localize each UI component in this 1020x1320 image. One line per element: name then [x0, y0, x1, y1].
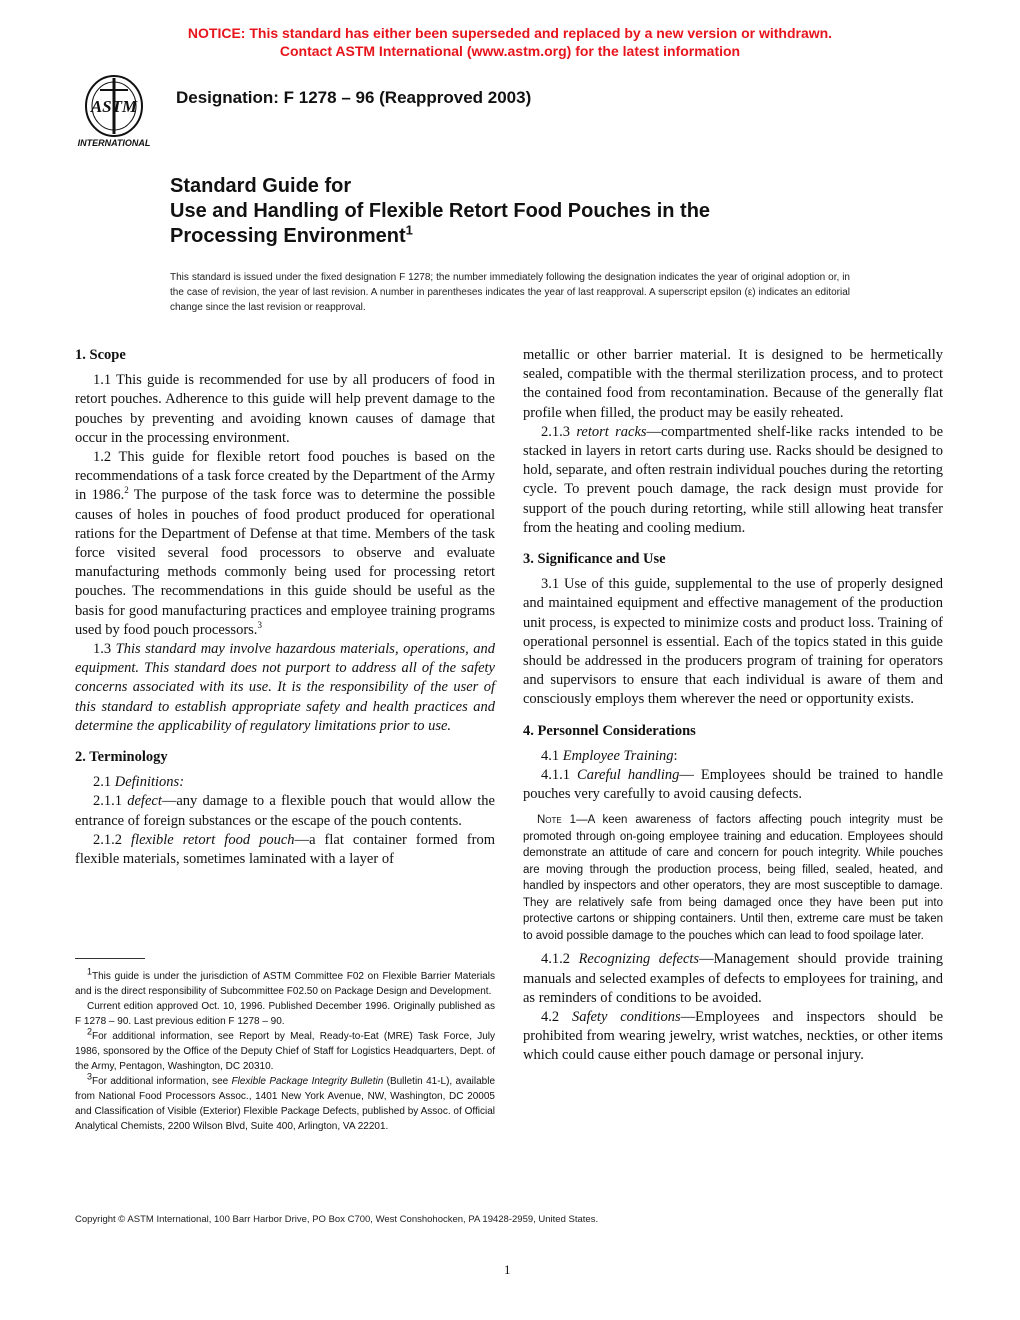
footnote-divider — [75, 958, 145, 959]
section-heading-terminology: 2. Terminology — [75, 749, 168, 766]
section-heading-personnel: 4. Personnel Considerations — [523, 722, 696, 739]
paragraph-4-1-text: Employee Training — [562, 747, 674, 764]
paragraph-2-1-1-num: 2.1.1 — [93, 793, 128, 810]
footnote-3-text-b: (Bulletin 41-L), available from National Food Processors Assoc., 1401 New York Avenue, NW, Washington, DC 20005 and Classification of Visible (Exterior) Flexible Package Defects, published by Assoc. of Official Analytical Chemists, 2200 Wilson Blvd, Suite 400, Arlington, VA 22201. — [75, 1076, 496, 1132]
right-column — [523, 346, 943, 1066]
definition-flexible-pouch-part2: metallic or other barrier material. It is designed to be hermetically sealed, compatible with the thermal sterilization process, and to protect the contained food from recontamination. Because of the generally flat profile when filled, the product may be easily reheated. — [523, 347, 943, 421]
term-defect: defect — [127, 793, 162, 810]
footnote-2-mark: 2 — [87, 1026, 93, 1037]
footnote-ref-2: 2 — [124, 485, 129, 496]
text-safety-conditions: —Employees and inspectors should be prohibited from wearing jewelry, wrist watches, neckties, or other items which could cause either pouch damage or personal injury. — [523, 1009, 944, 1064]
text-recognizing-defects: —Management should provide training manuals and selected examples of defects to employees for training, and as reminders of conditions to be avoided. — [523, 951, 943, 1006]
term-retort-racks: retort racks — [576, 423, 647, 440]
text-careful-handling: — Employees should be trained to handle pouches very carefully to avoid causing defects. — [523, 767, 944, 803]
paragraph-2-1 — [75, 773, 495, 792]
supersede-notice — [0, 24, 1020, 60]
definition-retort-racks: —compartmented shelf-like racks intended to be stacked in layers in retort carts during use. Racks should be designed to hold, separate, and often restrain individual pouches during the retorting cycle. To prevent pouch damage, the rack design must provide for support of the pouch during retorting, while still allowing heat transfer from the heating and cooling medium. — [523, 423, 944, 536]
footnote-1-text: This guide is under the jurisdiction of ASTM Committee F02 on Flexible Barrier Materials and is the direct responsibility of Subcommittee F02.50 on Package Design and Development. — [75, 971, 495, 997]
note-1 — [523, 812, 943, 944]
designation: Designation: F 1278 – 96 (Reapproved 2003) — [176, 88, 532, 107]
footnote-1-edition: Current edition approved Oct. 10, 1996. Published December 1996. Originally published as F 1278 – 90. Last previous edition F 1278 – 90. — [75, 1001, 495, 1027]
copyright-line: Copyright © ASTM International, 100 Barr Harbor Drive, PO Box C700, West Conshohocken, PA 19428-2959, United States. — [75, 1214, 599, 1225]
paragraph-1-3-num: 1.3 — [93, 641, 116, 658]
paragraph-2-1-num: 2.1 — [93, 774, 115, 791]
definition-flexible-pouch-part1: —a flat container formed from flexible materials, sometimes laminated with a layer of — [75, 831, 495, 868]
footnote-3 — [75, 1071, 496, 1134]
notice-line-2: Contact ASTM International (www.astm.org) for the latest information — [279, 43, 741, 59]
paragraph-2-1-2-num: 2.1.2 — [93, 831, 132, 848]
paragraph-4-2-num: 4.2 — [541, 1009, 572, 1026]
paragraph-4-1-2 — [523, 950, 943, 1008]
paragraph-4-1-1-num: 4.1.1 — [541, 767, 578, 784]
footnote-3-title: Flexible Package Integrity Bulletin — [231, 1076, 384, 1087]
astm-logo — [64, 72, 164, 150]
paragraph-1-2-b: The purpose of the task force was to determine the possible causes of holes in pouches of food product produced for operational rations for the Department of Defense at that time. Members of the task force visited several food processors to observe and evaluate manufacturing methods commonly being used for processing retort pouches. The recommendations in this guide should be useful as the basis for good manufacturing practices and employee training programs used by food pouch processors. — [75, 487, 496, 638]
paragraph-1-1: 1.1 This guide is recommended for use by all producers of food in retort pouches. Adherence to this guide will help prevent damage to the pouches by preventing and avoiding known causes of damage that occur in the processing environment. — [75, 372, 495, 446]
footnote-1 — [75, 966, 495, 999]
term-careful-handling: Careful handling — [577, 767, 680, 784]
logo-subtext: INTERNATIONAL — [77, 138, 151, 148]
paragraph-4-1-1 — [523, 766, 943, 804]
logo-letters: ASTM — [90, 97, 138, 116]
paragraph-1-3-text: This standard may involve hazardous materials, operations, and equipment. This standard does not purport to address all of the safety concerns associated with its use. It is the responsibility of the user of this standard to establish appropriate safety and health practices and determine the applicability of regulatory limitations prior to use. — [75, 641, 496, 734]
term-recognizing-defects: Recognizing defects — [578, 951, 700, 968]
paragraph-2-1-2 — [75, 831, 495, 869]
paragraph-4-1-colon: : — [673, 747, 678, 764]
title-line-1: Standard Guide for — [170, 175, 352, 197]
page-number: 1 — [504, 1262, 511, 1277]
paragraph-2-1-3-num: 2.1.3 — [541, 423, 577, 440]
paragraph-2-1-text: Definitions: — [114, 774, 185, 791]
astm-logo-icon — [64, 72, 164, 150]
title-line-3 — [170, 224, 870, 249]
term-flexible-retort-food-pouch: flexible retort food pouch — [131, 831, 295, 848]
paragraph-2-1-1 — [75, 792, 495, 830]
paragraph-4-1-num: 4.1 — [541, 747, 563, 764]
left-column — [75, 346, 495, 869]
section-heading-scope: 1. Scope — [75, 347, 126, 363]
title-line-2: Use and Handling of Flexible Retort Food Pouches in the — [170, 200, 711, 222]
footnote-1-mark: 1 — [87, 966, 93, 977]
paragraph-4-1 — [523, 747, 943, 766]
note-1-text: —A keen awareness of factors affecting pouch integrity must be promoted through on-going employee training and education. Employees should demonstrate an attitude of care and concern for pouch integrity. While pouches are moving through the production process, being filled, sealed, heated, and handled by inspectors and other operators, they are most susceptible to damage. They are relatively safe from being damaged once they have been put into protective cartons or shipping containers. Until then, extreme care must be taken to avoid possible damage to the pouches which can lead to food spoilage later. — [523, 814, 943, 942]
note-1-label: Note 1 — [537, 814, 577, 827]
footnote-2 — [75, 1026, 495, 1074]
definition-defect: —any damage to a flexible pouch that would allow the entrance of foreign substances or the escape of the pouch contents. — [75, 793, 495, 829]
paragraph-1-3 — [75, 640, 495, 736]
footnote-3-text-a: For additional information, see — [92, 1076, 232, 1087]
title-line-3-text: Processing Environment — [170, 225, 406, 247]
paragraph-4-2 — [523, 1008, 943, 1066]
title-footnote-mark: 1 — [405, 222, 413, 238]
paragraph-1-2-a: 1.2 This guide for flexible retort food pouches is based on the recommendations of a task force created by the Department of the Army in 1986. — [75, 449, 495, 504]
term-safety-conditions: Safety conditions — [571, 1009, 681, 1026]
footnote-ref-3: 3 — [257, 620, 262, 631]
section-heading-significance: 3. Significance and Use — [523, 551, 666, 568]
notice-line-1: NOTICE: This standard has either been superseded and replaced by a new version or withdrawn. — [187, 25, 833, 41]
footnote-2-text: For additional information, see Report by Meal, Ready-to-Eat (MRE) Task Force, July 1986, sponsored by the Office of the Deputy Chief of Staff for Logistics Headquarters, Dept. of the Army, Pentagon, Washington, DC 20310. — [75, 1031, 495, 1072]
issue-note: This standard is issued under the fixed designation F 1278; the number immediately following the designation indicates the year of original adoption or, in the case of revision, the year of last revision. A number in parentheses indicates the year of last reapproval. A superscript epsilon (ε) indicates an editorial change since the last revision or reapproval. — [170, 272, 850, 313]
document-title — [170, 174, 870, 249]
footnote-3-mark: 3 — [87, 1071, 93, 1082]
footnotes — [75, 958, 495, 1134]
paragraph-3-1: 3.1 Use of this guide, supplemental to the use of properly designed and maintained equipment and effective management of the production unit process, is expected to minimize costs and product loss. Training of operational personnel is essential. Each of the topics stated in this guide should be addressed in the producers program of training for operators and supervisors to ensure that each individual is aware of them and consciously employs them wherever the need or opportunity exists. — [523, 576, 943, 708]
paragraph-1-2 — [75, 448, 495, 640]
paragraph-2-1-3 — [523, 423, 943, 538]
paragraph-4-1-2-num: 4.1.2 — [541, 951, 579, 968]
